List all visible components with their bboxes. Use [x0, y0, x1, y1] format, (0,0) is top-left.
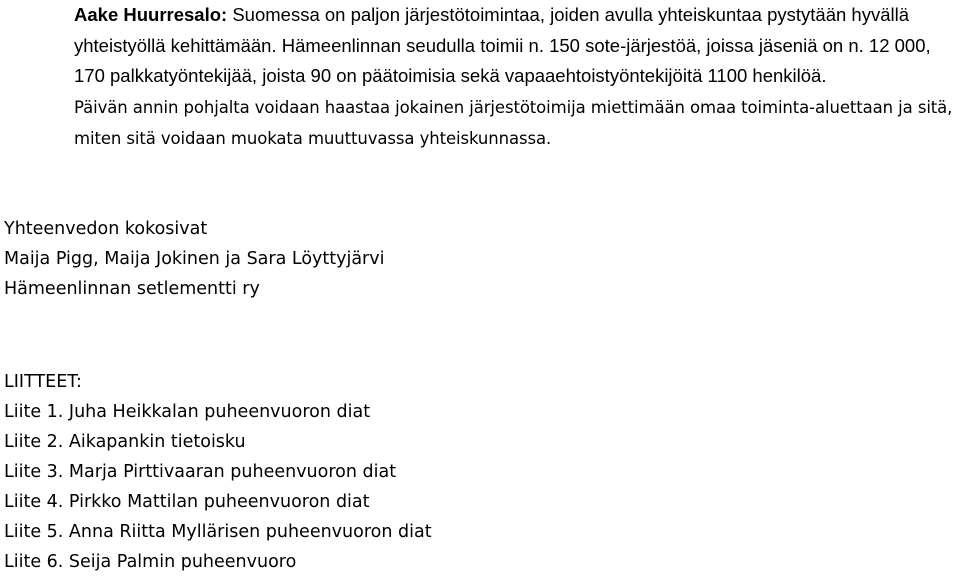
quote-block: [74, 0, 958, 155]
attachments-block: [4, 367, 432, 577]
quote-paragraph-1: Suomessa on paljon järjestötoimintaa, joiden avulla yhteiskuntaa pystytään hyvällä yhteistyöllä kehittämään. Hämeenlinnan seudulla toimii n. 150 sote-järjestöä, joissa jäseniä on n. 12 000, 170 palkkatyöntekijää, joista 90 on päätoimisia sekä vapaaehtoistyöntekijöitä 1100 henkilöä.: [74, 4, 931, 86]
attachment-item: Liite 6. Seija Palmin puheenvuoro: [4, 552, 297, 572]
attachment-item: Liite 5. Anna Riitta Myllärisen puheenvuoron diat: [4, 522, 432, 542]
summary-organization: Hämeenlinnan setlementti ry: [4, 279, 260, 299]
quote-paragraph-2: Päivän annin pohjalta voidaan haastaa jokainen järjestötoimija miettimään omaa toiminta-aluettaan ja sitä, miten sitä voidaan muokata muuttuvassa yhteiskunnassa.: [74, 97, 953, 148]
attachment-item: Liite 4. Pirkko Mattilan puheenvuoron diat: [4, 492, 370, 512]
speaker-name: Aake Huurresalo:: [74, 4, 228, 25]
attachment-item: Liite 2. Aikapankin tietoisku: [4, 432, 246, 452]
attachment-item: Liite 3. Marja Pirttivaaran puheenvuoron diat: [4, 462, 397, 482]
summary-block: [4, 214, 384, 304]
summary-heading: Yhteenvedon kokosivat: [4, 219, 208, 239]
summary-authors: Maija Pigg, Maija Jokinen ja Sara Löyttyjärvi: [4, 249, 385, 269]
attachment-item: Liite 1. Juha Heikkalan puheenvuoron diat: [4, 402, 371, 422]
attachments-heading: LIITTEET:: [4, 372, 82, 392]
